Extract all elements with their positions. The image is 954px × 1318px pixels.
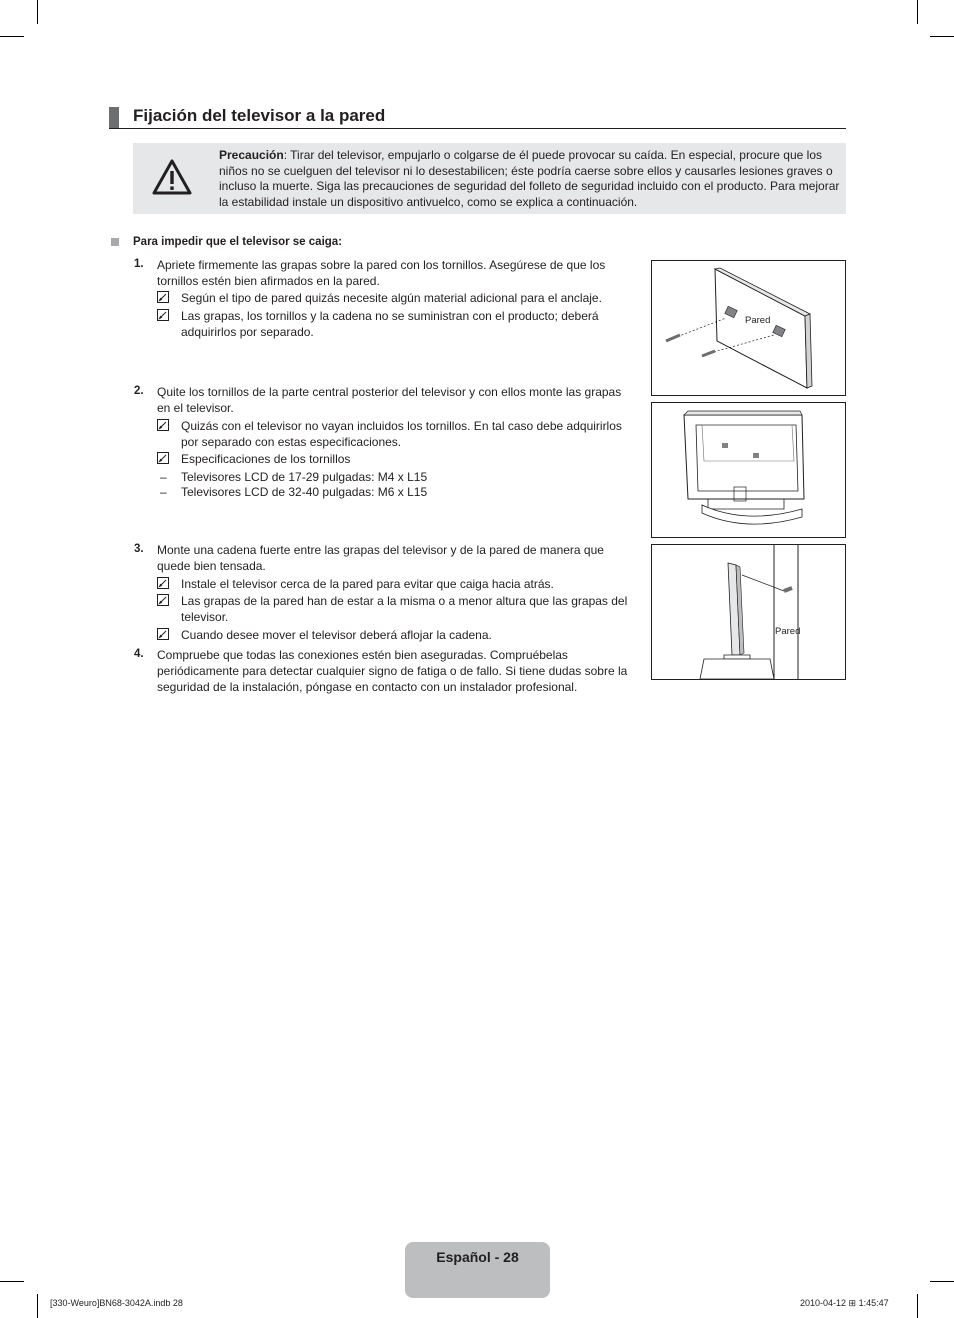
caution-body: : Tirar del televisor, empujarlo o colgarse de él puede provocar su caída. En especial, procure que los niños no se cuelguen del televisor ni lo desestabilicen; éste podría caerse sobre ellos y causarles lesiones graves o incluso la muerte. Siga las precauciones de seguridad del folleto de seguridad incluido con el producto. Para mejorar la estabilidad instale un dispositivo antivuelco, como se explica a continuación. <box>219 148 840 209</box>
spec-line: Televisores LCD de 17-29 pulgadas: M4 x L15 <box>181 470 428 484</box>
step-number: 2. <box>134 385 144 397</box>
step-number: 3. <box>134 543 144 555</box>
section-title: Fijación del televisor a la pared <box>133 106 386 125</box>
caution-label: Precaución <box>219 148 284 162</box>
spec-line: Televisores LCD de 32-40 pulgadas: M6 x L15 <box>181 485 428 499</box>
side-chain-illustration <box>652 545 845 679</box>
dash-marker: – <box>160 470 167 484</box>
subheading: Para impedir que el televisor se caiga: <box>133 236 343 248</box>
note-icon <box>157 577 169 589</box>
step-number: 4. <box>134 648 144 660</box>
warning-triangle-icon <box>152 158 192 196</box>
crop-mark <box>37 1294 38 1318</box>
crop-mark <box>37 0 38 24</box>
note-icon <box>157 419 169 431</box>
figure-wall-clamps <box>651 260 846 396</box>
note-icon <box>157 594 169 606</box>
title-marker <box>109 107 119 129</box>
note-text: Las grapas de la pared han de estar a la misma o a menor altura que las grapas del televisor. <box>181 594 628 624</box>
step-text: Apriete firmemente las grapas sobre la pared con los tornillos. Asegúrese de que los tornillos estén bien afirmados en la pared. <box>157 258 606 288</box>
crop-mark <box>917 1294 918 1318</box>
crop-mark <box>930 36 954 37</box>
note-text: Quizás con el televisor no vayan incluidos los tornillos. En tal caso debe adquirirlos por separado con estas especificaciones. <box>181 419 622 449</box>
tv-back-illustration <box>652 403 845 537</box>
note-icon <box>157 309 169 321</box>
note-text: Especificaciones de los tornillos <box>181 452 351 466</box>
note-icon <box>157 291 169 303</box>
file-slug: [330-Weuro]BN68-3042A.indb 28 <box>50 1298 183 1308</box>
wall-clamps-illustration <box>652 261 845 395</box>
crop-mark <box>0 1281 24 1282</box>
page-number: Español - 28 <box>436 1249 519 1265</box>
crop-mark <box>917 0 918 24</box>
note-text: Las grapas, los tornillos y la cadena no se suministran con el producto; deberá adquirirlos por separado. <box>181 309 599 339</box>
dash-marker: – <box>160 485 167 499</box>
caution-text <box>219 148 841 210</box>
step-text: Quite los tornillos de la parte central posterior del televisor y con ellos monte las grapas en el televisor. <box>157 385 622 415</box>
note-text: Cuando desee mover el televisor deberá aflojar la cadena. <box>181 628 492 642</box>
bullet-square-icon <box>111 238 119 246</box>
note-icon <box>157 452 169 464</box>
step-text: Monte una cadena fuerte entre las grapas del televisor y de la pared de manera que quede bien tensada. <box>157 543 604 573</box>
wall-label: Pared <box>745 315 771 326</box>
crop-mark <box>930 1281 954 1282</box>
note-icon <box>157 628 169 640</box>
figure-side-chain <box>651 544 846 680</box>
wall-label: Pared <box>775 626 801 637</box>
title-rule <box>109 128 846 129</box>
print-timestamp: 2010-04-12 ⊞ 1:45:47 <box>800 1298 889 1308</box>
crop-mark <box>0 36 24 37</box>
note-text: Instale el televisor cerca de la pared para evitar que caiga hacia atrás. <box>181 577 554 591</box>
figure-tv-back <box>651 402 846 538</box>
step-number: 1. <box>134 258 144 270</box>
note-text: Según el tipo de pared quizás necesite algún material adicional para el anclaje. <box>181 291 602 305</box>
step-text: Compruebe que todas las conexiones estén bien aseguradas. Compruébelas periódicamente para detectar cualquier signo de fatiga o de fallo. Si tiene dudas sobre la seguridad de la instalación, póngase en contacto con un instalador profesional. <box>157 648 628 694</box>
